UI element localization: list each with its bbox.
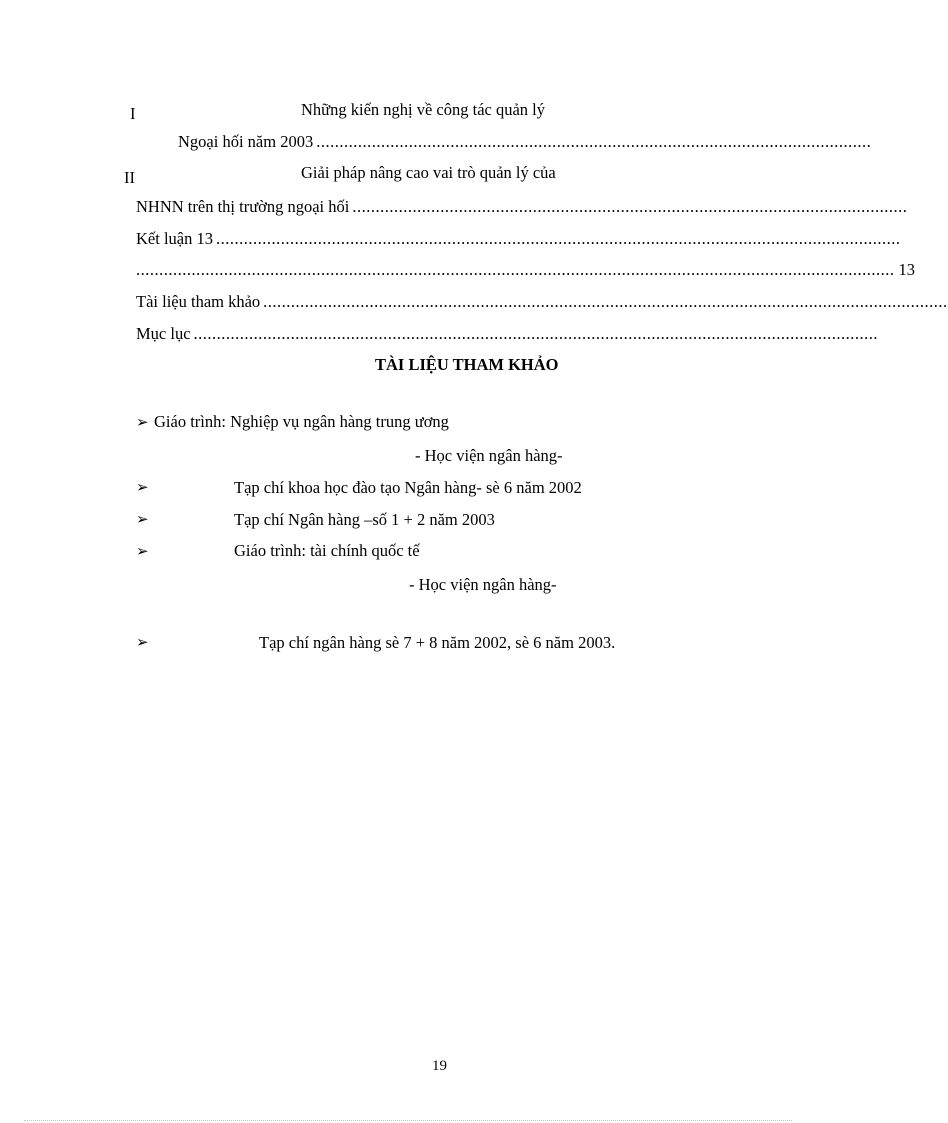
reference-item-4-publisher: - Học viện ngân hàng- <box>409 575 557 594</box>
toc-continuation-line <box>136 260 915 279</box>
reference-item-4-title: Giáo trình: tài chính quốc tế <box>234 541 420 560</box>
bullet-arrow-icon: ➢ <box>136 510 149 528</box>
toc-contents-line <box>136 324 879 343</box>
page-number: 19 <box>432 1058 447 1074</box>
bullet-arrow-icon: ➢ <box>136 633 149 651</box>
toc-leader-dots: .................................................................................................................................................... <box>193 324 879 343</box>
toc-item-2-subtitle: NHNN trên thị trường ngoại hối <box>136 197 350 216</box>
toc-item-1-title: Những kiến nghị về công tác quản lý <box>301 100 546 119</box>
toc-leader-dots: ........................................................................................................................ <box>316 132 872 151</box>
page-bottom-border <box>24 1120 792 1121</box>
reference-item-3-title: Tạp chí Ngân hàng –số 1 + 2 năm 2003 <box>234 510 495 529</box>
toc-item-2-line <box>136 197 908 216</box>
toc-leader-dots: ........................................................................................................................ <box>352 197 908 216</box>
bullet-arrow-icon: ➢ <box>136 413 149 431</box>
reference-item-2-title: Tạp chí khoa học đào tạo Ngân hàng- sè 6 năm 2002 <box>234 478 582 497</box>
reference-item-1-title: Giáo trình: Nghiệp vụ ngân hàng trung ương <box>154 412 449 431</box>
bullet-arrow-icon: ➢ <box>136 478 149 496</box>
toc-item-1-line <box>178 132 872 151</box>
reference-item-5-title: Tạp chí ngân hàng sè 7 + 8 năm 2002, sè 6 năm 2003. <box>259 633 616 652</box>
toc-numeral-2: II <box>124 168 135 187</box>
toc-contents-label: Mục lục <box>136 324 191 343</box>
toc-numeral-1: I <box>130 104 136 123</box>
toc-leader-dots: .................................................................................................................................................... <box>263 292 948 311</box>
toc-conclusion-line <box>136 229 901 248</box>
bullet-arrow-icon: ➢ <box>136 542 149 560</box>
toc-references-line <box>136 292 948 311</box>
references-heading: TÀI LIỆU THAM KHẢO <box>375 355 559 374</box>
toc-item-1-subtitle: Ngoại hối năm 2003 <box>178 132 314 151</box>
toc-conclusion-label: Kết luận 13 <box>136 229 213 248</box>
toc-leader-dots: .................................................................................................................................................................... <box>136 260 895 279</box>
toc-item-2-title: Giải pháp nâng cao vai trò quản lý của <box>301 163 556 182</box>
reference-item-1-publisher: - Học viện ngân hàng- <box>415 446 563 465</box>
toc-references-label: Tài liệu tham khảo <box>136 292 261 311</box>
toc-continuation-page: 13 <box>898 260 915 279</box>
toc-leader-dots: .................................................................................................................................................... <box>215 229 901 248</box>
